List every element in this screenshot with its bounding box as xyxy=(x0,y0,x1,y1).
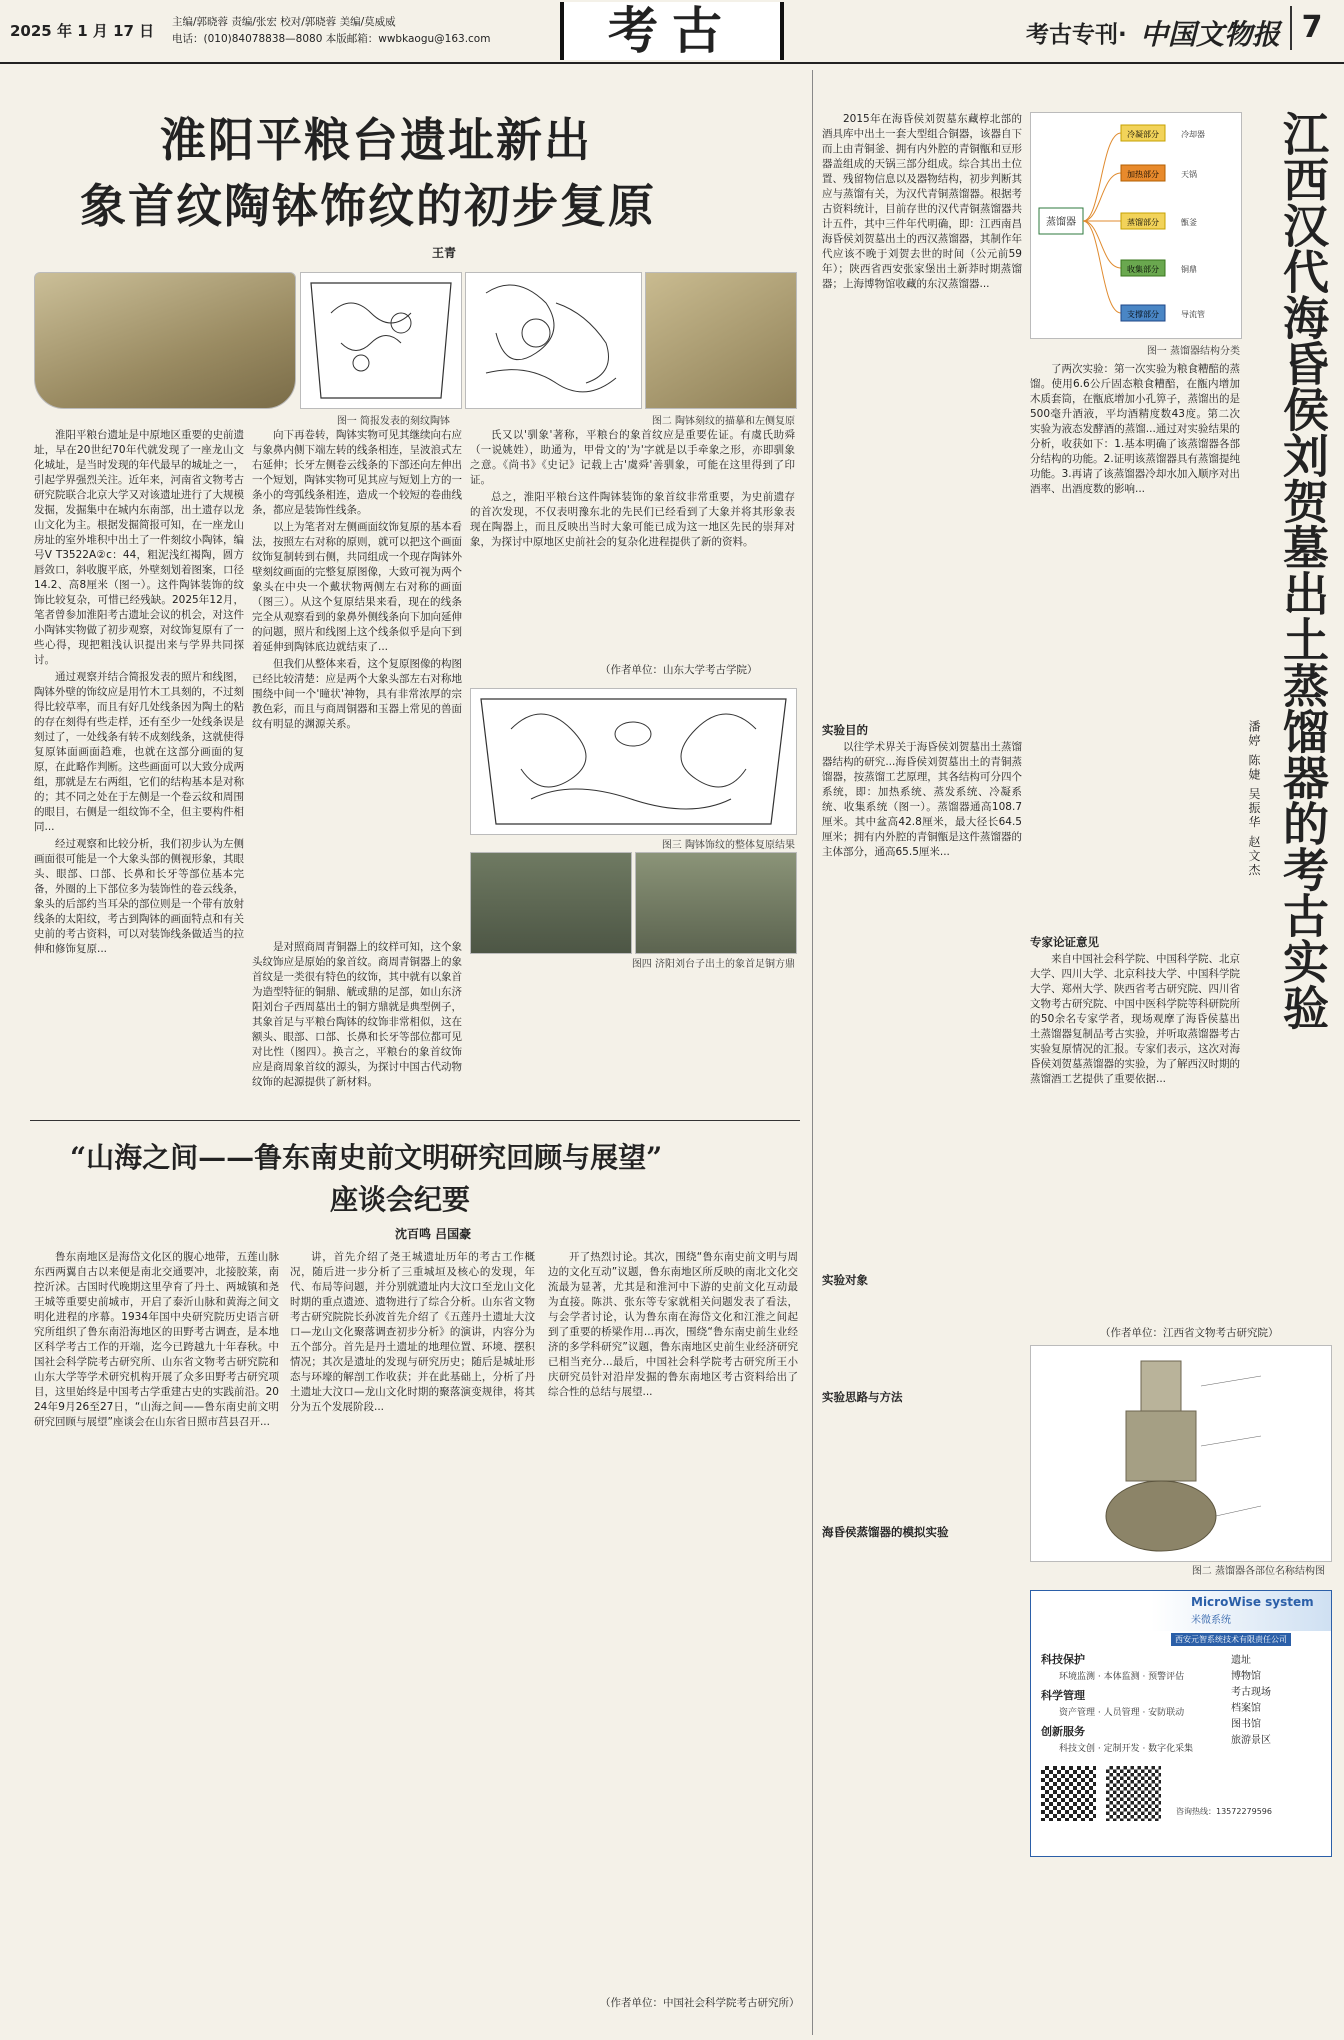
article3-column-2: 了两次实验：第一次实验为粮食糟醅的蒸馏。使用6.6公斤固态粮食糟醅，在甑内增加木质套筒，在甑底增加小孔箅子，蒸馏出的是500毫升酒液，平均酒精度数43度。第二次实验为液态发酵酒的蒸馏...通过对实验结果的分析，收获如下：1.基本明确了该蒸馏器各部分结构的功能。2.证明该蒸馏器具有蒸馏提纯功能。3.再请了该蒸馏器冷却水加入顺序对出酒率、出酒度数的影响... xyxy=(1030,363,1240,495)
section-title-expert: 专家论证意见 xyxy=(1030,935,1099,949)
ad-right-item-1: 遗址 xyxy=(1231,1655,1251,1666)
article3-figure1-caption: 图一 蒸馏器结构分类 xyxy=(1146,346,1240,357)
article1-author: 王青 xyxy=(432,246,457,260)
article1-column-4 xyxy=(252,940,462,1115)
article3-authors: 潘婷 陈婕 吴振华 赵文杰 xyxy=(1247,720,1261,878)
section-title: 考古 xyxy=(608,1,736,60)
article1-col2-para1: 向下再卷转，陶钵实物可见其继续向右应与象鼻内侧下端左转的线条相连，呈波浪式左右延伸；长牙左侧卷云线条的下部还向左伸出一个短划，陶钵实物可见其应与短划上方的一条小的弯弧线条相连，造成一个较短的卷曲线条，都应是装饰性线条。 xyxy=(252,429,462,516)
article2-column-1: 鲁东南地区是海岱文化区的腹心地带，五莲山脉东西两翼自古以来便是南北交通要冲，北接胶莱，南控沂沭。古国时代晚期这里孕育了丹土、两城镇和尧王城等重要史前城市，开启了泰沂山脉和黄海之间文明化进程的序幕。1934年国中央研究院历史语言研究所组织了鲁东南沿海地区的田野考古调查，是本地区科学考古工作的开端，迄今已跨越九十年春秋。中国社会科学院考古研究所、山东省文物考古研究院和山东大学等学术研究机构开展了众多田野考古研究项目，这里始终是中国考古学重建古史的实践前沿。2024年9月26至27日，“山海之间——鲁东南史前文明研究回顾与展望”座谈会在山东省日照市莒县召开... xyxy=(34,1251,279,1428)
ad-right-list xyxy=(1231,1653,1271,1749)
ad-right-item-6: 旅游景区 xyxy=(1231,1735,1271,1746)
article1-col2-para3: 但我们从整体来看，这个复原图像的构图已经比较清楚：应是两个大象头部左右对称地围绕中间一个'瞳状'神物，具有非常浓厚的宗教色彩，而且与商周铜器和玉器上常见的兽面纹有明显的渊源关系。 xyxy=(252,658,462,730)
article1-column-3 xyxy=(470,428,795,658)
article2-title-line2: 座谈会纪要 xyxy=(330,1183,471,1216)
diagram-center-label: 蒸馏器 xyxy=(1046,217,1076,228)
article3-column-1b: 以往学术界关于海昏侯刘贺墓出土蒸馏器结构的研究...海昏侯刘贺墓出土的青铜蒸馏器，按蒸馏工艺原理，其各结构可分四个系统，即：加热系统、蒸发系统、冷凝系统、收集系统（图一）。蒸馏器通高108.7厘米。其中盆高42.8厘米，最大径长64.5厘米；拥有内外腔的青铜甑是这件蒸馏器的主体部分，通高65.5厘米... xyxy=(822,741,1022,858)
article3-column-1: 2015年在海昏侯刘贺墓东藏椁北部的酒具库中出土一套大型组合铜器，该器自下而上由青铜釜、拥有内外腔的青铜甑和豆形器盖组成的天锅三部分组成。综合其出土位置、残留物信息以及器物结构，初步判断其应与蒸馏有关，为汉代青铜蒸馏器。根据考古资料统计，目前存世的汉代青铜蒸馏器共计五件，其中三件年代明确，即：江西南昌海昏侯刘贺墓出土的西汉蒸馏器，其制作年代应该不晚于刘贺去世的时间（公元前59年）；陕西省西安张家堡出土新莽时期蒸馏器；上海博物馆收藏的东汉蒸馏器... xyxy=(822,113,1022,290)
figure1-caption: 图一 简报发表的刻纹陶钵 xyxy=(336,416,450,427)
ad-sub-1: 环境监测 · 本体监测 · 预警评估 xyxy=(1059,1672,1185,1682)
ad-right-item-4: 档案馆 xyxy=(1231,1703,1261,1714)
page-number: 7 xyxy=(1290,6,1332,50)
article1-col1-para2: 通过观察并结合简报发表的照片和线图，陶钵外壁的饰纹应是用竹木工具刻的，不过刻得比较草率，而且有好几处线条因为陶土的粘的存在刻得有些走样，还有至少一处线条误是刻过了，一处线条有转不成刻线条，这就使得复原钵面画面趋难，也就在这部分画面的复原，在此略作判断。这些画面可以大致分成两组，那就是左右两组，它们的结构基本是对称的；其不同之处在于左侧是一个卷云纹和周围的眼目，右侧是一组纹饰不全，但主要构件相同... xyxy=(34,671,244,833)
ad-right-item-3: 考古现场 xyxy=(1231,1687,1271,1698)
paper-name: 中国文物报 xyxy=(1140,18,1281,51)
diagram-group-4: 收集部分 xyxy=(1127,265,1159,274)
section-title-purpose: 实验目的 xyxy=(822,723,868,737)
diagram-group-3: 蒸馏部分 xyxy=(1127,218,1159,227)
diagram-group-2: 加热部分 xyxy=(1127,170,1159,179)
ad-sub-2: 资产管理 · 人员管理 · 安防联动 xyxy=(1059,1708,1185,1718)
special-label: 考古专刊· xyxy=(1026,22,1127,48)
section-title-object: 实验对象 xyxy=(822,1273,868,1287)
diagram-leaf-5: 导流管 xyxy=(1181,310,1205,319)
qr-code-2 xyxy=(1106,1766,1161,1821)
article1-notes: （作者单位：山东大学考古学院） xyxy=(600,664,758,676)
article3-figure2 xyxy=(1030,1345,1332,1562)
article1-column-2 xyxy=(252,428,462,943)
ad-phone: 咨询热线：13572279596 xyxy=(1176,1807,1272,1816)
ad-right-item-5: 图书馆 xyxy=(1231,1719,1261,1730)
article1-col1-para1: 淮阳平粮台遗址是中原地区重要的史前遗址，早在20世纪70年代就发现了一座龙山文化城址，是当时发现的年代最早的城址之一，引起学界强烈关注。近年来，河南省文物考古研究院联合北京大学又对该遗址进行了大规模发掘，发掘集中在城内东南部，出土遗存以龙山文化为主。根据发掘简报可知，在一座龙山房址的室外堆积中出土了一件刻纹小陶钵，编号Ⅴ T3522A②c：44，粗泥浅红褐陶，圆方唇敛口，斜收腹平底，外壁刻划着图案，口径14.2、高8厘米（图一）。这件陶钵装饰的纹饰比较复杂，可惜已经残缺。2025年12月，笔者曾参加淮阳考古遗址会议的机会，对这件小陶钵实物做了初步观察，对纹饰复原有了一些心得，现把粗浅认识提出来与学界共同探讨。 xyxy=(34,429,244,666)
figure1-line-drawing xyxy=(301,273,461,408)
diagram-group-1: 冷凝部分 xyxy=(1127,130,1159,139)
diagram-leaf-1: 冷却器 xyxy=(1181,130,1205,139)
staff-line-2: 电话：(010)84078838—8080 本版邮箱：wwbkaogu@163.com xyxy=(172,33,491,45)
diagram-leaf-2: 天锅 xyxy=(1181,170,1197,179)
article1-col3-para2: 总之，淮阳平粮台这件陶钵装饰的象首纹非常重要，为史前遗存的首次发现，不仅表明豫东北的先民们已经看到了大象并将其形象表现在陶器上，而且反映出当时大象可能已成为这一地区先民的崇拜对象，为探讨中原地区史前社会的复杂化进程提供了新的资料。 xyxy=(470,491,795,548)
figure2-photo xyxy=(645,272,797,409)
article2-title-line1: “山海之间——鲁东南史前文明研究回顾与展望” xyxy=(70,1141,663,1174)
ad-sub-3: 科技文创 · 定制开发 · 数字化采集 xyxy=(1059,1744,1194,1754)
ad-item-1: 科技保护 xyxy=(1041,1653,1085,1666)
ad-right-item-2: 博物馆 xyxy=(1231,1671,1261,1682)
figure4-photo-right xyxy=(635,852,797,954)
diagram-leaf-4: 铜鼎 xyxy=(1181,265,1197,274)
distiller-structure-diagram xyxy=(1031,113,1241,338)
article3-column-2b: 来自中国社会科学院、中国科学院、北京大学、四川大学、北京科技大学、中国科学院大学、郑州大学、陕西省考古研究院、四川省文物考古研究院、中国中医科学院等科研院所的50余名专家学者，现场观摩了海昏侯墓出土蒸馏器复制品考古实验，并听取蒸馏器考古实验复原情况的汇报。专家们表示，这次对海昏侯刘贺墓蒸馏器的实验，为了解西汉时期的蒸馏酒工艺提供了重要依据... xyxy=(1030,953,1240,1085)
article2-author: 沈百鸣 吕国豪 xyxy=(395,1227,472,1241)
distiller-photo xyxy=(1031,1346,1331,1561)
article3-figure2-caption: 图二 蒸馏器各部位名称结构图 xyxy=(1191,1566,1325,1577)
article1-col3-para1: 氏又以'驯象'著称，平粮台的象首纹应是重要佐证。有虞氏助舜（一说姚姓），助通为，甲骨文的'为'字就是以手牵象之形，亦即驯象之意。《尚书》《史记》记载上古'虞舜'善驯象，可能在这里得到了印证。 xyxy=(470,429,795,486)
figure4-photo-left xyxy=(470,852,632,954)
article1-title-line2: 象首纹陶钵饰纹的初步复原 xyxy=(80,179,656,233)
article1-column-1 xyxy=(34,428,244,955)
diagram-group-5: 支撑部分 xyxy=(1127,310,1159,319)
figure3-caption: 图三 陶钵饰纹的整体复原结果 xyxy=(661,840,795,851)
figure2-drawing xyxy=(465,272,642,409)
ad-tagline: 西安元智系统技术有限责任公司 xyxy=(1171,1633,1291,1646)
article1-col2-para2: 以上为笔者对左侧画面纹饰复原的基本看法，按照左右对称的原则，就可以把这个画面纹饰复制转到右侧，共同组成一个现存陶钵外壁刻纹画面的完整复原图像，大致可视为两个象头在中央一个戴状物两侧左右对称的画面（图三）。从这个复原结果来看，现在的线条完全从观察看到的象鼻外侧线条向下加向延伸的问题，照片和线图上这个线条似乎是向下到着延伸到陶钵底边就结束了... xyxy=(252,521,462,653)
article1-col1-para3: 经过观察和比较分析，我们初步认为左侧画面很可能是一个大象头部的侧视形象，其眼头、眼部、口部、长鼻和长牙等部位基本完备，外圈的上下部位多为装饰性的卷云线条，象头的后部约当耳朵的部位则是一个带有放射线条的太阳纹，考古到陶钵的画面特点和有关史前的考古资料，可以对装饰线条做适当的拉伸和修饰复原... xyxy=(34,838,244,955)
ad-item-2: 科学管理 xyxy=(1041,1689,1085,1702)
date: 2025 年 1 月 17 日 xyxy=(10,22,155,40)
figure3-drawing xyxy=(470,688,797,835)
section-title-method: 实验思路与方法 xyxy=(822,1390,903,1404)
figure2-caption: 图二 陶钵刻纹的描摹和左侧复原 xyxy=(651,416,795,427)
section-title-box xyxy=(560,2,784,60)
figure3-line-drawing xyxy=(471,689,796,834)
article2-column-2: 讲，首先介绍了尧王城遗址历年的考古工作概况，随后进一步分析了三重城垣及核心的发现，年代、布局等问题，并分别就遗址内大汶口至龙山文化时期的重点遗迹、遗物进行了综合分析。山东省文物考古研究院院长孙波首先介绍了《五莲丹土遗址大汶口—龙山文化聚落调查初步分析》的演讲，内容分为五个部分。首先是丹土遗址的地理位置、环境、摆积情况；其次是遗址的发现与研究历史；随后是城址形态与环壕的解剖工作收获；并在此基础上，分析了丹土遗址大汶口—龙山文化时期的聚落演变规律，将其分为五个发展阶段... xyxy=(290,1251,535,1413)
advertisement xyxy=(1030,1590,1332,1857)
article2-notes: （作者单位：中国社会科学院考古研究所） xyxy=(600,1997,800,2009)
figure1-photo xyxy=(34,272,296,409)
article3-title: 江西汉代海昏侯刘贺墓出土蒸馏器的考古实验 xyxy=(1276,110,1330,1030)
qr-code-1 xyxy=(1041,1766,1096,1821)
diagram-leaf-3: 甑釜 xyxy=(1181,218,1197,227)
article3-notes: （作者单位：江西省文物考古研究院） xyxy=(1100,1327,1279,1339)
article1-col4-para1: 是对照商周青铜器上的纹样可知，这个象头纹饰应是原始的象首纹。商周青铜器上的象首纹是一类很有特色的纹饰，其中就有以象首为造型特征的铜鼎、觥或鼎的足部，如山东济阳刘台子西周墓出土的铜方鼎就是典型例子，其象首足与平粮台陶钵的纹饰非常相似，这在额头、眼部、口部、长鼻和长牙等部位都可见对比性（图四）。换言之，平粮台的象首纹饰应是商周象首纹的源头，为探讨中国古代动物纹饰的起源提供了新材料。 xyxy=(252,941,462,1088)
ad-brand-cn: 米微系统 xyxy=(1191,1615,1231,1626)
figure1-drawing xyxy=(300,272,462,409)
ad-item-3: 创新服务 xyxy=(1041,1725,1085,1738)
section-title-simulation: 海昏侯蒸馏器的模拟实验 xyxy=(822,1525,949,1539)
figure4-caption: 图四 济阳刘台子出土的象首足铜方鼎 xyxy=(631,959,795,970)
masthead xyxy=(0,0,1344,70)
diagram-figure1 xyxy=(1030,112,1242,339)
article1-title-line1: 淮阳平粮台遗址新出 xyxy=(160,113,592,167)
article2-column-3: 开了热烈讨论。其次，围绕“鲁东南史前文明与周边的文化互动”议题，鲁东南地区所反映的南北文化交流最为显著，尤其是和淮河中下游的史前文化互动最为直接。陈洪、张东等专家就相关问题发表了看法，与会学者讨论，认为鲁东南在海岱文化和江淮之间起到了重要的桥梁作用...再次，围绕“鲁东南史前生业经济的多学科研究”议题，鲁东南地区史前生业经济研究已相当充分...最后，中国社会科学院考古研究所王小庆研究员针对沿岸发掘的鲁东南地区考古资料给出了综合性的总结与展望... xyxy=(548,1251,798,1398)
figure2-line-drawing xyxy=(466,273,641,408)
ad-brand: MicroWise system xyxy=(1191,1595,1314,1609)
staff-line-1: 主编/郭晓蓉 责编/张宏 校对/郭晓蓉 美编/莫威威 xyxy=(172,16,396,28)
